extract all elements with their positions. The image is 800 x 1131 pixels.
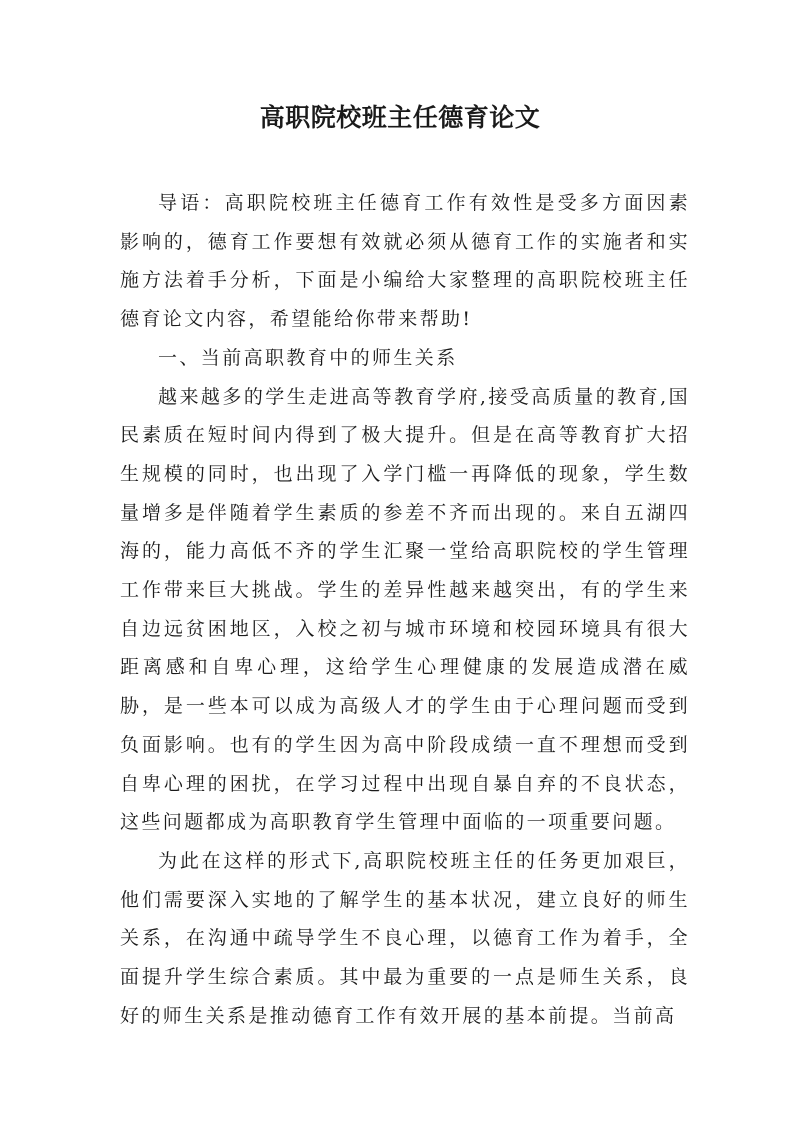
body-paragraph-1: 越来越多的学生走进高等教育学府,接受高质量的教育,国民素质在短时间内得到了极大提升。但是在高等教育扩大招生规模的同时，也出现了入学门槛一再降低的现象，学生数量增多是伴随着学生素质的参差不齐而出现的。来自五湖四海的，能力高低不齐的学生汇聚一堂给高职院校的学生管理工作带来巨大挑战。学生的差异性越来越突出，有的学生来自边远贫困地区，入校之初与城市环境和校园环境具有很大距离感和自卑心理，这给学生心理健康的发展造成潜在威胁，是一些本可以成为高级人才的学生由于心理问题而受到负面影响。也有的学生因为高中阶段成绩一直不理想而受到自卑心理的困扰，在学习过程中出现自暴自弃的不良状态，这些问题都成为高职教育学生管理中面临的一项重要问题。 — [120, 385, 690, 834]
intro-paragraph: 导语：高职院校班主任德育工作有效性是受多方面因素影响的，德育工作要想有效就必须从德育工作的实施者和实施方法着手分析，下面是小编给大家整理的高职院校班主任德育论文内容，希望能给你带来帮助! — [120, 192, 690, 331]
document-body — [120, 184, 690, 1035]
body-paragraph-2: 为此在这样的形式下,高职院校班主任的任务更加艰巨，他们需要深入实地的了解学生的基本状况，建立良好的师生关系，在沟通中疏导学生不良心理，以德育工作为着手，全面提升学生综合素质。其中最为重要的一点是师生关系，良好的师生关系是推动德育工作有效开展的基本前提。当前高 — [120, 849, 690, 1027]
section-heading: 一、当前高职教育中的师生关系 — [158, 346, 458, 369]
document-title: 高职院校班主任德育论文 — [259, 103, 541, 132]
